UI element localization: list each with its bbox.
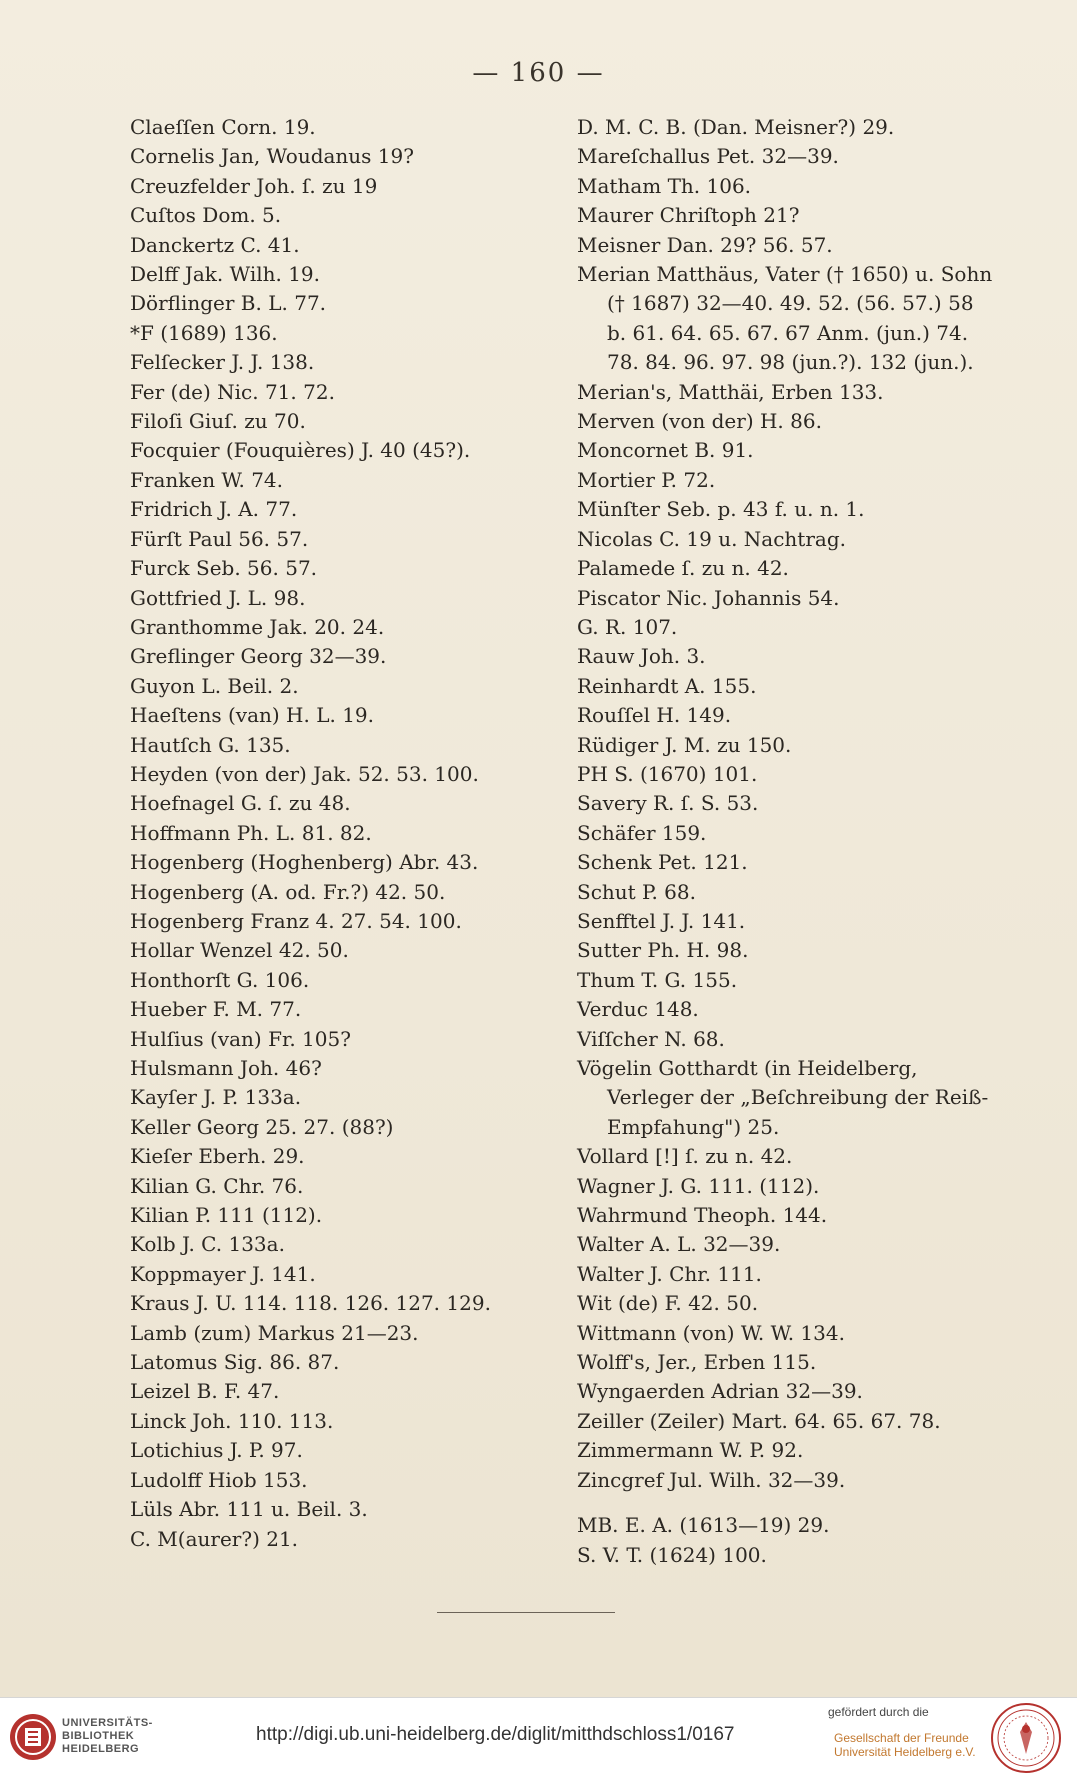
index-entry: Linck Joh. 110. 113. bbox=[130, 1408, 334, 1433]
permalink-url[interactable]: http://digi.ub.uni-heidelberg.de/diglit/mitthdschloss1/0167 bbox=[256, 1724, 735, 1745]
index-entry: Gottfried J. L. 98. bbox=[130, 585, 306, 610]
index-entry: Franken W. 74. bbox=[130, 467, 284, 492]
end-rule bbox=[437, 1612, 615, 1613]
index-entry: Kilian P. 111 (112). bbox=[130, 1203, 323, 1228]
index-entry: Rauw Joh. 3. bbox=[577, 644, 706, 669]
index-entry: Latomus Sig. 86. 87. bbox=[130, 1350, 340, 1375]
index-entry: Haeſtens (van) H. L. 19. bbox=[130, 703, 375, 728]
index-entry: Nicolas C. 19 u. Nachtrag. bbox=[577, 526, 846, 551]
index-entry: Wit (de) F. 42. 50. bbox=[577, 1291, 759, 1316]
index-entry: Hulſius (van) Fr. 105? bbox=[130, 1026, 351, 1051]
index-entry: Fürſt Paul 56. 57. bbox=[130, 526, 309, 551]
viewer-footer bbox=[0, 1697, 1077, 1776]
library-name-line: HEIDELBERG bbox=[62, 1743, 140, 1755]
index-entry: Hollar Wenzel 42. 50. bbox=[130, 938, 349, 963]
index-entry: PH S. (1670) 101. bbox=[577, 761, 758, 786]
index-entry: Mareſchallus Pet. 32—39. bbox=[577, 144, 839, 169]
index-entry: Hogenberg (Hoghenberg) Abr. 43. bbox=[130, 850, 479, 875]
index-entry: Walter J. Chr. 111. bbox=[577, 1261, 762, 1286]
index-entry: Focquier (Fouquières) J. 40 (45?). bbox=[130, 438, 471, 463]
index-entry: Schut P. 68. bbox=[577, 879, 696, 904]
index-entry: Keller Georg 25. 27. (88?) bbox=[130, 1114, 394, 1139]
index-entry: Fer (de) Nic. 71. 72. bbox=[130, 379, 335, 404]
index-entry: Hoefnagel G. ſ. zu 48. bbox=[130, 791, 351, 816]
index-entry: D. M. C. B. (Dan. Meisner?) 29. bbox=[577, 115, 895, 139]
index-entry: Wittmann (von) W. W. 134. bbox=[577, 1320, 845, 1345]
index-entry: Merven (von der) H. 86. bbox=[577, 409, 822, 434]
index-entry: Lamb (zum) Markus 21—23. bbox=[130, 1320, 419, 1345]
page-number: — 160 — bbox=[472, 58, 605, 88]
index-entry: Senfftel J. J. 141. bbox=[577, 908, 746, 933]
index-entry: Wolff's, Jer., Erben 115. bbox=[577, 1350, 817, 1375]
sponsor-label: gefördert durch die bbox=[828, 1705, 929, 1719]
index-entry: *F (1689) 136. bbox=[130, 320, 278, 345]
index-entry: C. M(aurer?) 21. bbox=[130, 1526, 299, 1551]
index-entry: Rouſſel H. 149. bbox=[577, 703, 732, 728]
index-entry: Rüdiger J. M. zu 150. bbox=[577, 732, 792, 757]
index-entry: G. R. 107. bbox=[577, 614, 678, 639]
index-entry: Filoſi Giuſ. zu 70. bbox=[130, 409, 306, 434]
sponsor-name-line: Gesellschaft der Freunde bbox=[834, 1731, 969, 1745]
index-entry: Kilian G. Chr. 76. bbox=[130, 1173, 304, 1198]
index-entry: Moncornet B. 91. bbox=[577, 438, 754, 463]
university-seal-icon bbox=[990, 1702, 1062, 1774]
index-entry: Hautſch G. 135. bbox=[130, 732, 291, 757]
index-entry: Kolb J. C. 133a. bbox=[130, 1232, 285, 1257]
sponsor-name bbox=[834, 1731, 976, 1759]
index-entry: Kayſer J. P. 133a. bbox=[130, 1085, 302, 1110]
index-entry: Mortier P. 72. bbox=[577, 467, 716, 492]
index-entry: MB. E. A. (1613—19) 29. bbox=[577, 1513, 830, 1538]
index-entry: Lotichius J. P. 97. bbox=[130, 1438, 303, 1463]
index-entry: Wahrmund Theoph. 144. bbox=[577, 1203, 828, 1228]
index-entry: Danckertz C. 41. bbox=[130, 232, 300, 257]
index-entry: Koppmayer J. 141. bbox=[130, 1261, 316, 1286]
index-entry: Sutter Ph. H. 98. bbox=[577, 938, 749, 963]
index-entry: Piscator Nic. Johannis 54. bbox=[577, 585, 840, 610]
index-entry: Heyden (von der) Jak. 52. 53. 100. bbox=[130, 761, 479, 786]
index-entry: S. V. T. (1624) 100. bbox=[577, 1542, 767, 1567]
index-entry: Hoffmann Ph. L. 81. 82. bbox=[130, 820, 372, 845]
index-entry: Savery R. ſ. S. 53. bbox=[577, 791, 759, 816]
library-name-line: UNIVERSITÄTS- bbox=[62, 1717, 153, 1729]
index-entry: Furck Seb. 56. 57. bbox=[130, 556, 318, 581]
index-entry: Vögelin Gotthardt (in Heidelberg, Verleger der „Beſchreibung der Reiß-Empfahung") 25. bbox=[577, 1056, 989, 1139]
index-entry: Zimmermann W. P. 92. bbox=[577, 1438, 804, 1463]
index-entry: Matham Th. 106. bbox=[577, 173, 752, 198]
library-name bbox=[62, 1717, 153, 1756]
index-entry: Reinhardt A. 155. bbox=[577, 673, 757, 698]
index-entry: Kieſer Eberh. 29. bbox=[130, 1144, 305, 1169]
index-entry: Thum T. G. 155. bbox=[577, 967, 738, 992]
index-entry: Hulsmann Joh. 46? bbox=[130, 1056, 322, 1080]
index-entry: Leizel B. F. 47. bbox=[130, 1379, 280, 1404]
index-entry: Meisner Dan. 29? 56. 57. bbox=[577, 232, 833, 257]
university-library-logo-icon bbox=[8, 1712, 58, 1762]
index-column-left bbox=[130, 113, 530, 1554]
sponsor-name-line: Universität Heidelberg e.V. bbox=[834, 1745, 976, 1759]
index-entry: Merian's, Matthäi, Erben 133. bbox=[577, 379, 884, 404]
index-entry: Honthorſt G. 106. bbox=[130, 967, 310, 992]
index-entry: Viſſcher N. 68. bbox=[577, 1026, 725, 1051]
index-entry: Münſter Seb. p. 43 f. u. n. 1. bbox=[577, 497, 865, 522]
index-entry: Cuſtos Dom. 5. bbox=[130, 203, 282, 228]
index-entry: Dörflinger B. L. 77. bbox=[130, 291, 327, 316]
index-entry: Ludolff Hiob 153. bbox=[130, 1467, 308, 1492]
index-entry: Zincgref Jul. Wilh. 32—39. bbox=[577, 1467, 846, 1492]
index-entry: Hogenberg (A. od. Fr.?) 42. 50. bbox=[130, 879, 446, 904]
index-entry: Wagner J. G. 111. (112). bbox=[577, 1173, 820, 1198]
index-entry: Claeſſen Corn. 19. bbox=[130, 115, 316, 139]
index-entry: Greflinger Georg 32—39. bbox=[130, 644, 387, 669]
index-entry: Merian Matthäus, Vater († 1650) u. Sohn († 1687) 32—40. 49. 52. (56. 57.) 58 b. 61. 64. 65. 67. 67 Anm. (jun.) 74. 78. 84. 96. 97. 98 (jun.?). 132 (jun.). bbox=[577, 262, 993, 375]
index-entry: Guyon L. Beil. 2. bbox=[130, 673, 299, 698]
index-entry: Hogenberg Franz 4. 27. 54. 100. bbox=[130, 908, 462, 933]
index-entry: Creuzfelder Joh. ſ. zu 19 bbox=[130, 173, 378, 198]
index-entry: Felſecker J. J. 138. bbox=[130, 350, 315, 375]
index-entry: Hueber F. M. 77. bbox=[130, 997, 302, 1022]
index-entry: Verduc 148. bbox=[577, 997, 699, 1022]
index-entry: Walter A. L. 32—39. bbox=[577, 1232, 781, 1257]
library-name-line: BIBLIOTHEK bbox=[62, 1730, 135, 1742]
index-entry: Wyngaerden Adrian 32—39. bbox=[577, 1379, 863, 1404]
index-column-right bbox=[577, 113, 997, 1570]
index-entry: Fridrich J. A. 77. bbox=[130, 497, 298, 522]
index-entry: Palamede ſ. zu n. 42. bbox=[577, 556, 789, 581]
index-entry: Vollard [!] ſ. zu n. 42. bbox=[577, 1144, 793, 1169]
index-entry: Delff Jak. Wilh. 19. bbox=[130, 262, 321, 287]
index-entry: Schenk Pet. 121. bbox=[577, 850, 748, 875]
index-entry: Kraus J. U. 114. 118. 126. 127. 129. bbox=[130, 1291, 491, 1316]
index-entry: Lüls Abr. 111 u. Beil. 3. bbox=[130, 1497, 368, 1522]
index-entry: Granthomme Jak. 20. 24. bbox=[130, 614, 385, 639]
index-entry: Cornelis Jan, Woudanus 19? bbox=[130, 144, 414, 169]
index-entry: Zeiller (Zeiler) Mart. 64. 65. 67. 78. bbox=[577, 1408, 941, 1433]
index-entry: Schäfer 159. bbox=[577, 820, 707, 845]
index-entry: Maurer Chriſtoph 21? bbox=[577, 203, 800, 228]
